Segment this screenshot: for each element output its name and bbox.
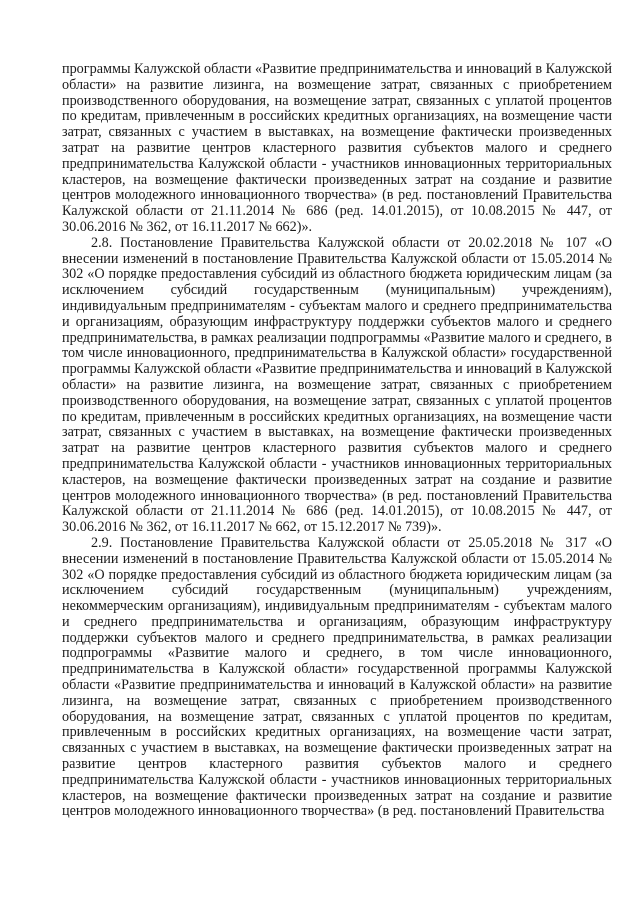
paragraph-2-8: 2.8. Постановление Правительства Калужской области от 20.02.2018 № 107 «О внесении изменений в постановление Правительства Калужской области от 15.05.2014 № 302 «О порядке предоставления субсидий из областного бюджета юридическим лицам (за исключением субсидий государственным (муниципальным) учреждениям), индивидуальным предпринимателям - субъектам малого и среднего предпринимательства и организациям, образующим инфраструктуру поддержки субъектов малого и среднего предпринимательства, в рамках реализации подпрограммы «Развитие малого и среднего, в том числе инновационного, предпринимательства в Калужской области» государственной программы Калужской области «Развитие предпринимательства и инноваций в Калужской области» на развитие лизинга, на возмещение затрат, связанных с приобретением производственного оборудования, на возмещение затрат, связанных с уплатой процентов по кредитам, привлеченным в российских кредитных организациях, на возмещение части затрат, связанных с участием в выставках, на возмещение фактически произведенных затрат на развитие центров кластерного развития субъектов малого и среднего предпринимательства Калужской области - участников инновационных территориальных кластеров, на возмещение фактически произведенных затрат на создание и развитие центров молодежного инновационного творчества» (в ред. постановлений Правительства Калужской области от 21.11.2014 № 686 (ред. 14.01.2015), от 10.08.2015 № 447, от 30.06.2016 № 362, от 16.11.2017 № 662, от 15.12.2017 № 739)». [62, 234, 612, 536]
document-page [62, 62, 612, 820]
paragraph-2-9: 2.9. Постановление Правительства Калужской области от 25.05.2018 № 317 «О внесении изменений в постановление Правительства Калужской области от 15.05.2014 № 302 «О порядке предоставления субсидий из областного бюджета юридическим лицам (за исключением субсидий государственным (муниципальным) учреждениям, некоммерческим организациям), индивидуальным предпринимателям - субъектам малого и среднего предпринимательства и организациям, образующим инфраструктуру поддержки субъектов малого и среднего предпринимательства, в рамках реализации подпрограммы «Развитие малого и среднего, в том числе инновационного, предпринимательства в Калужской области» государственной программы Калужской области «Развитие предпринимательства и инноваций в Калужской области» на развитие лизинга, на возмещение затрат, связанных с приобретением производственного оборудования, на возмещение затрат, связанных с уплатой процентов по кредитам, привлеченным в российских кредитных организациях, на возмещение части затрат, связанных с участием в выставках, на возмещение фактически произведенных затрат на развитие центров кластерного развития субъектов малого и среднего предпринимательства Калужской области - участников инновационных территориальных кластеров, на возмещение фактически произведенных затрат на создание и развитие центров молодежного инновационного творчества» (в ред. постановлений Правительства [62, 534, 612, 820]
paragraph-continuation: программы Калужской области «Развитие предпринимательства и инноваций в Калужской области» на развитие лизинга, на возмещение затрат, связанных с приобретением производственного оборудования, на возмещение затрат, связанных с уплатой процентов по кредитам, привлеченным в российских кредитных организациях, на возмещение части затрат, связанных с участием в выставках, на возмещение фактически произведенных затрат на развитие центров кластерного развития субъектов малого и среднего предпринимательства Калужской области - участников инновационных территориальных кластеров, на возмещение фактически произведенных затрат на создание и развитие центров молодежного инновационного творчества» (в ред. постановлений Правительства Калужской области от 21.11.2014 № 686 (ред. 14.01.2015), от 10.08.2015 № 447, от 30.06.2016 № 362, от 16.11.2017 № 662)». [62, 61, 612, 235]
